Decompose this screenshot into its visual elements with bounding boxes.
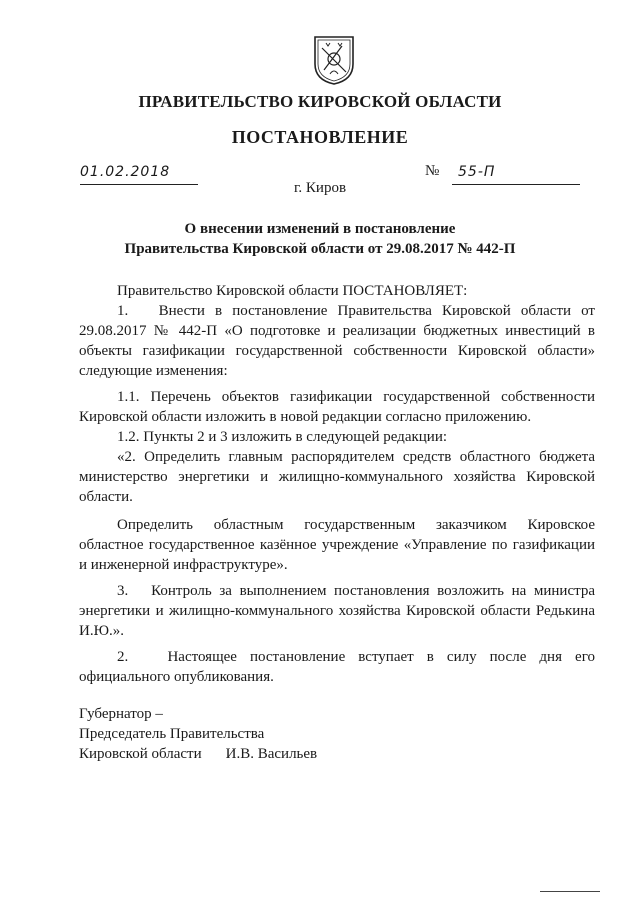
signature-region: Кировской области — [79, 746, 202, 762]
city: г. Киров — [293, 180, 347, 196]
coat-of-arms-icon — [312, 34, 356, 86]
document-body — [79, 281, 595, 687]
intro-paragraph: Правительство Кировской области ПОСТАНОВЛЯЕТ: — [117, 283, 468, 299]
document-subject — [0, 219, 640, 259]
paragraph-final: 2. Настоящее постановление вступает в силу после дня его официального опубликования. — [79, 649, 595, 685]
paragraph-1-1: 1.1. Перечень объектов газификации государственной собственности Кировской области изложить в новой редакции согласно приложению. — [79, 389, 595, 425]
signature-line-2: Председатель Правительства — [79, 726, 265, 742]
paragraph-1: 1. Внести в постановление Правительства Кировской области от 29.08.2017 № 442-П «О подготовке и реализации бюджетных инвестиций в объекты газификации государственной собственности Кировской области» следующие изменения: — [79, 303, 595, 379]
paragraph-quote-2b: Определить областным государственным заказчиком Кировское областное государственное казённое учреждение «Управление по газификации и инженерной инфраструктуре». — [79, 517, 595, 573]
government-title: ПРАВИТЕЛЬСТВО КИРОВСКОЙ ОБЛАСТИ — [138, 92, 502, 111]
signature-line-1: Губернатор – — [79, 706, 163, 722]
document-type: ПОСТАНОВЛЕНИЕ — [231, 127, 409, 147]
signatory-name: И.В. Васильев — [225, 746, 318, 762]
subject-line-1: О внесении изменений в постановление — [184, 221, 456, 237]
corner-divider — [540, 891, 600, 892]
number-label: № — [425, 163, 440, 179]
paragraph-quote-2: «2. Определить главным распорядителем средств областного бюджета министерство энергетики и жилищно-коммунального хозяйства Кировской области. — [79, 449, 595, 505]
signature-line-3 — [79, 744, 317, 764]
document-date: 01.02.2018 — [80, 164, 171, 180]
subject-line-2: Правительства Кировской области от 29.08.2017 № 442-П — [124, 241, 516, 257]
paragraph-3: 3. Контроль за выполнением постановления возложить на министра энергетики и жилищно-коммунального хозяйства Кировской области Редькина И.Ю.». — [79, 583, 595, 639]
signature-block — [79, 704, 317, 764]
paragraph-1-2: 1.2. Пункты 2 и 3 изложить в следующей редакции: — [117, 429, 448, 445]
document-number: 55-П — [458, 164, 496, 180]
